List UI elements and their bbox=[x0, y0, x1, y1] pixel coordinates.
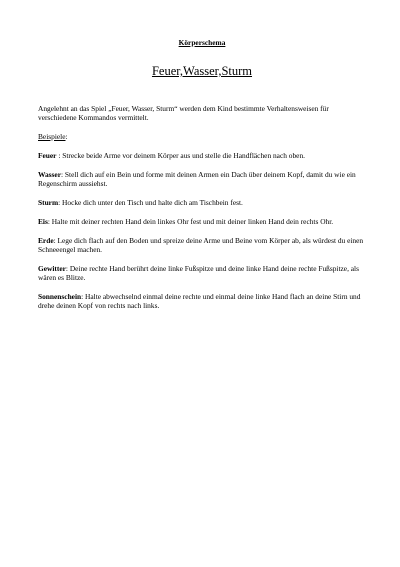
entry-separator: : bbox=[53, 236, 58, 245]
entry-separator: : bbox=[65, 264, 70, 273]
entry-gewitter bbox=[38, 264, 366, 282]
document-heading: Körperschema bbox=[178, 38, 226, 47]
entry-text: Strecke beide Arme vor deinem Körper aus und stelle die Handflächen nach oben. bbox=[62, 151, 305, 160]
entry-sturm bbox=[38, 198, 366, 207]
entry-wasser bbox=[38, 170, 366, 188]
intro-paragraph: Angelehnt an das Spiel „Feuer, Wasser, Sturm“ werden dem Kind bestimmte Verhaltensweisen für verschiedene Kommandos vermittelt. bbox=[38, 104, 329, 122]
entry-separator: : bbox=[47, 217, 52, 226]
entry-text: Hocke dich unter den Tisch und halte dich am Tischbein fest. bbox=[62, 198, 243, 207]
entry-text: Stell dich auf ein Bein und forme mit deinen Armen ein Dach über deinem Kopf, damit du wie ein Regenschirm aussiehst. bbox=[38, 170, 356, 188]
entry-term: Sonnenschein bbox=[38, 292, 82, 301]
examples-label-text: Beispiele bbox=[38, 132, 66, 141]
entry-text: Halte abwechselnd einmal deine rechte und einmal deine linke Hand flach an deine Stirn und drehe deinen Kopf von rechts nach links. bbox=[38, 292, 361, 310]
entry-feuer bbox=[38, 151, 366, 160]
entry-text: Halte mit deiner rechten Hand dein linkes Ohr fest und mit deiner linken Hand dein rechts Ohr. bbox=[51, 217, 334, 226]
entry-text: Deine rechte Hand berührt deine linke Fußspitze und deine linke Hand deine rechte Fußspitze, als wären es Blitze. bbox=[38, 264, 359, 282]
entry-term: Feuer bbox=[38, 151, 57, 160]
document-title: Feuer,Wasser,Sturm bbox=[151, 64, 253, 78]
entry-separator: : bbox=[56, 151, 63, 160]
entry-term: Wasser bbox=[38, 170, 61, 179]
entry-erde bbox=[38, 236, 366, 254]
examples-label bbox=[38, 132, 366, 141]
entry-term: Erde bbox=[38, 236, 54, 245]
entry-eis bbox=[38, 217, 366, 226]
entry-separator: : bbox=[81, 292, 86, 301]
entry-separator: : bbox=[61, 170, 65, 179]
entry-separator: : bbox=[58, 198, 63, 207]
examples-label-colon: : bbox=[65, 132, 68, 141]
entry-text: Lege dich flach auf den Boden und spreize deine Arme und Beine vom Körper ab, als würdest du einen Schneeengel machen. bbox=[38, 236, 364, 254]
entry-term: Sturm bbox=[38, 198, 59, 207]
entry-term: Eis bbox=[38, 217, 48, 226]
entry-term: Gewitter bbox=[38, 264, 66, 273]
entry-sonnenschein bbox=[38, 292, 366, 310]
